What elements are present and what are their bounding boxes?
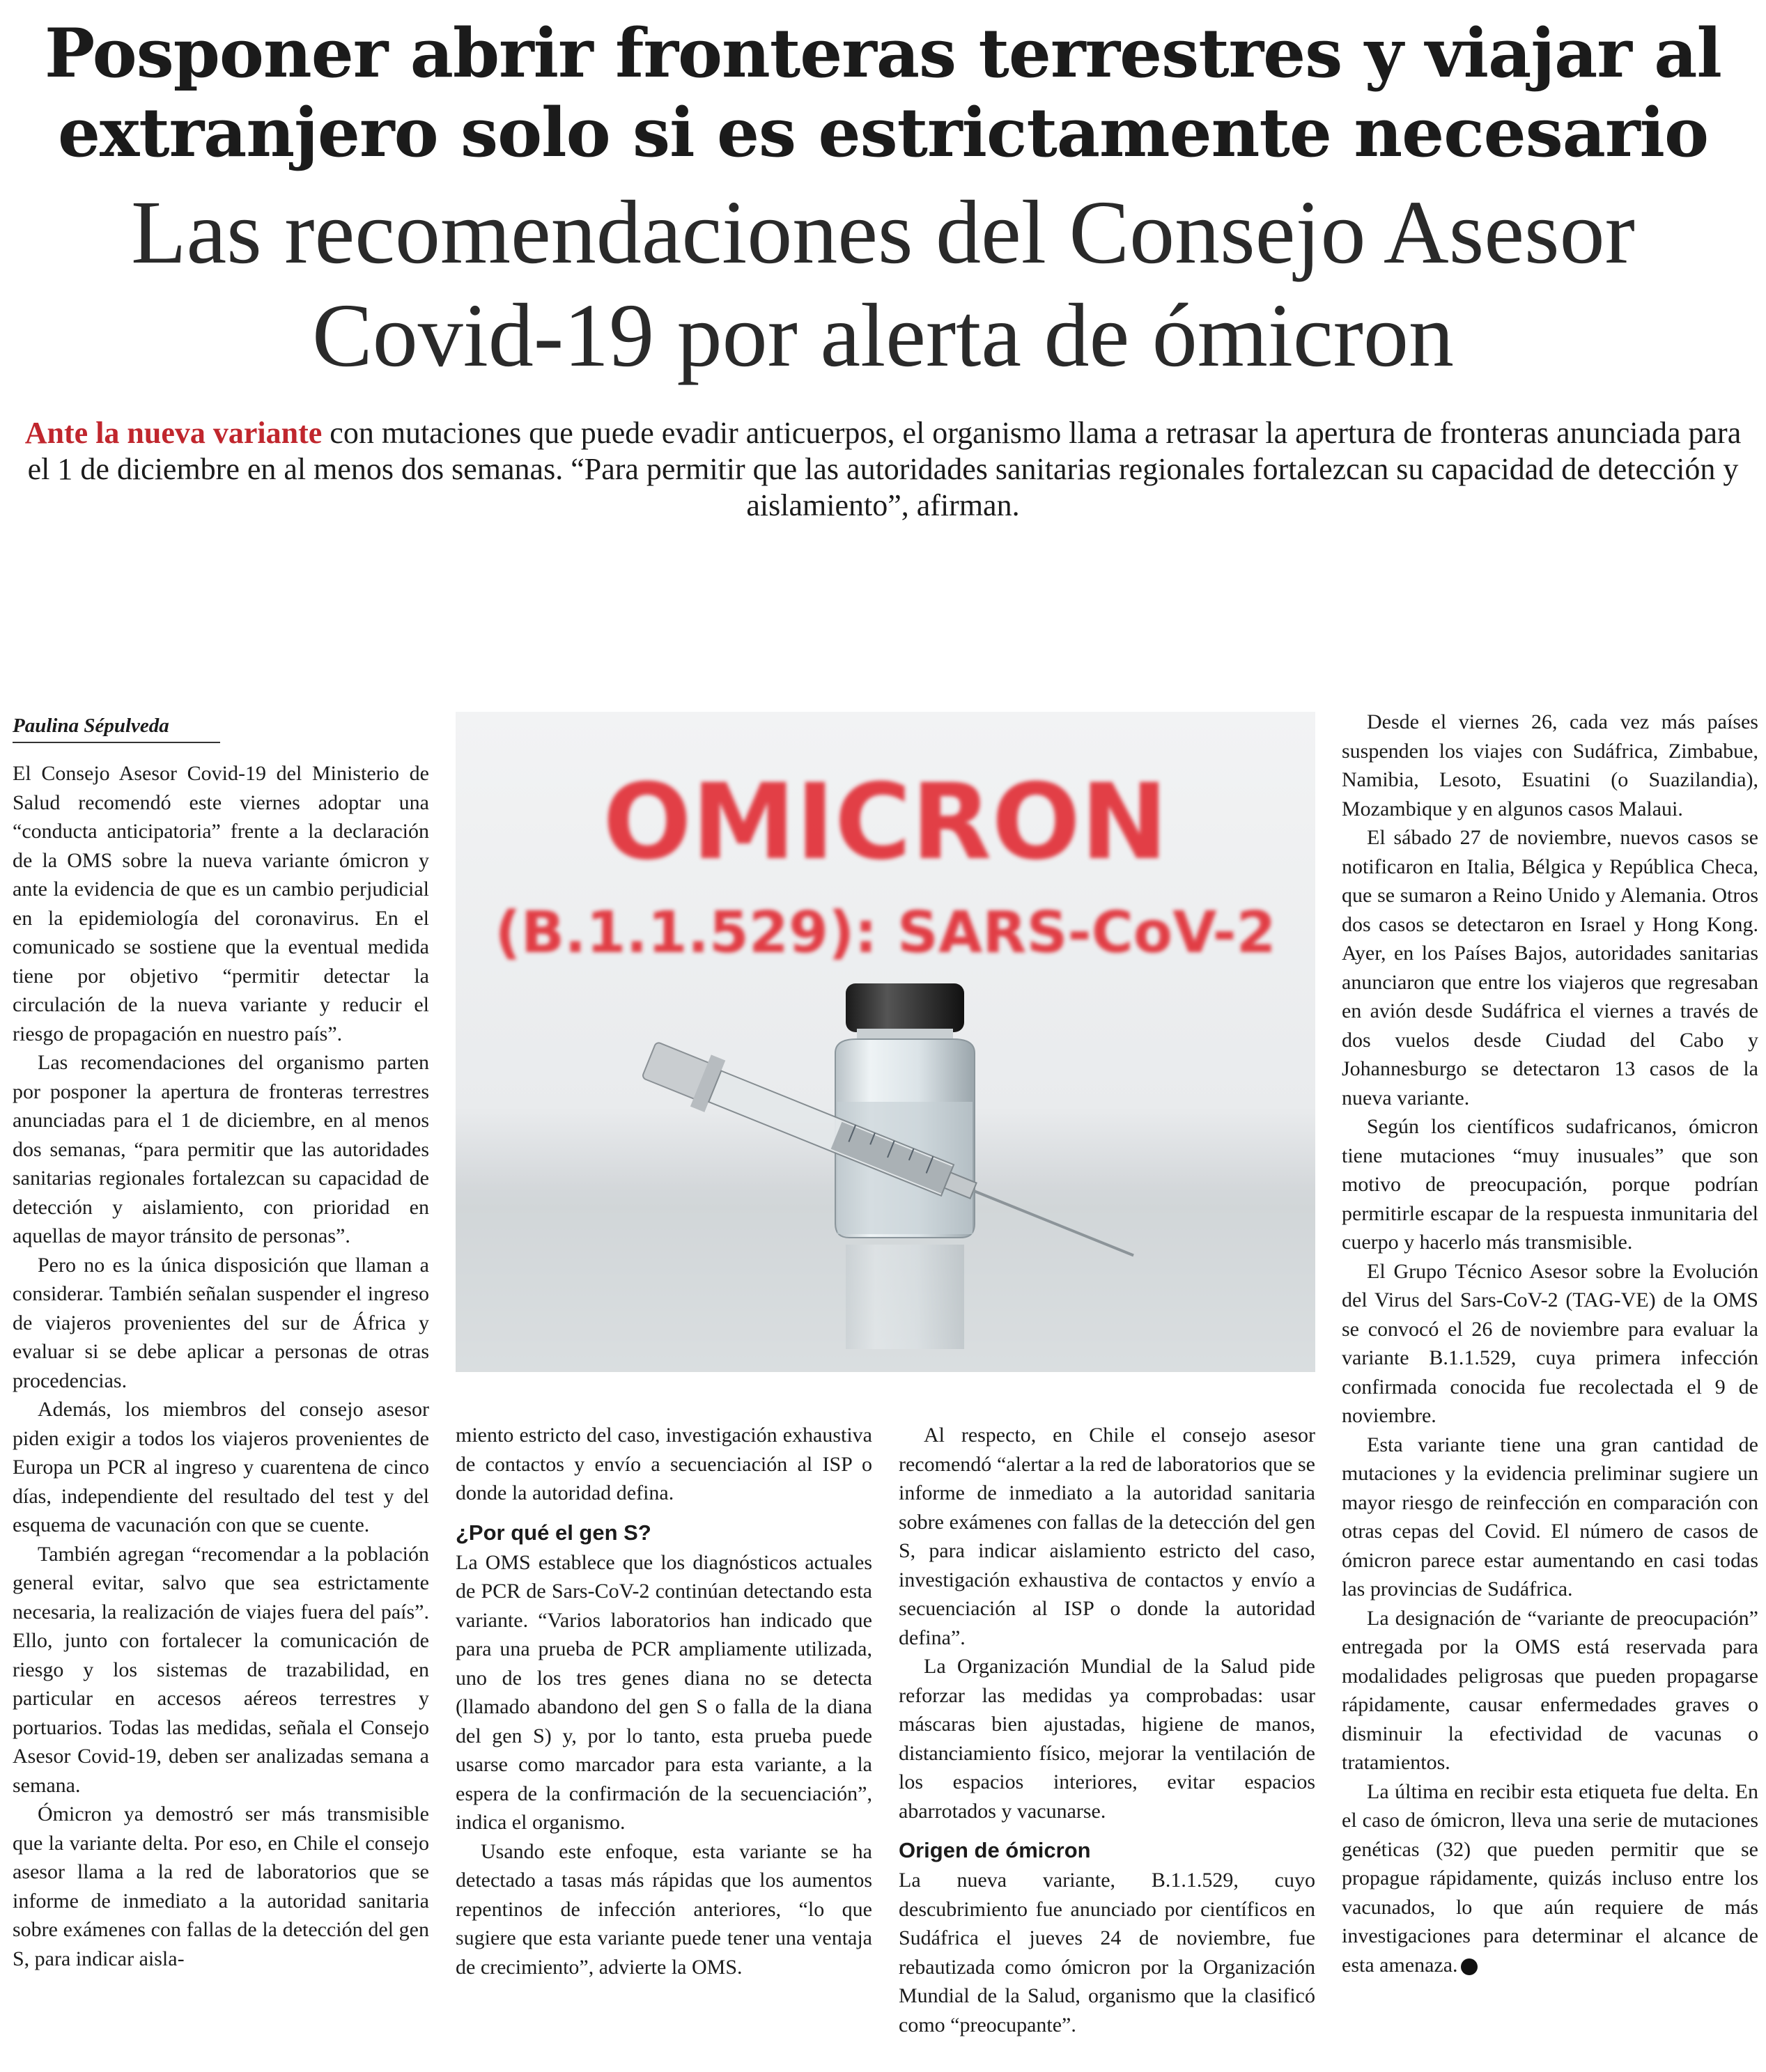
paragraph: Las recomendaciones del organismo parten por posponer la apertura de fronteras terrestres anunciadas para el 1 de diciembre, en al menos dos semanas, “para permitir que las autoridades sanitarias regionales fortalezcan su capacidad de detección y aislamiento, con prioridad en aquellas de mayor tránsito de personas”.	[13, 1051, 429, 1247]
paragraph: La designación de “variante de preocupación” entregada por la OMS está reservada para modalidades peligrosas que pueden propagarse rápidamente, causar enfermedades graves o disminuir la efectividad de vacunas o tratamientos.	[1342, 1606, 1758, 1774]
paragraph-text: La última en recibir esta etiqueta fue delta. En el caso de ómicron, lleva una serie de mutaciones genéticas (32) que pueden permitir que se propague rápidamente, quizás incluso entre los vacunados, lo que aún requiere de más investigaciones para determinar el alcance de esta amenaza.	[1342, 1779, 1758, 1977]
photo-title-omicron: OMICRON	[603, 762, 1168, 883]
paragraph	[1342, 1777, 1758, 1980]
section-heading-gen-s: ¿Por qué el gen S?	[456, 1520, 651, 1545]
paragraph: Esta variante tiene una gran cantidad de mutaciones y la evidencia preliminar sugiere un mayor riesgo de reinfección en comparación con otras cepas del Covid. El número de casos de ómicron parece estar aumentando en casi todas las provincias de Sudáfrica.	[1342, 1433, 1758, 1600]
paragraph: La Organización Mundial de la Salud pide reforzar las medidas ya comprobadas: usar máscaras bien ajustadas, higiene de manos, distanciamiento físico, mejorar la ventilación de los espacios interiores, evitar espacios abarrotados y vacunarse.	[899, 1655, 1315, 1823]
paragraph: Desde el viernes 26, cada vez más países suspenden los viajes con Sudáfrica, Zimbabue, Namibia, Lesoto, Esuatini (o Suazilandia), Mozambique y en algunos casos Malaui.	[1342, 710, 1758, 820]
body-column-2	[456, 1421, 872, 1981]
paragraph: También agregan “recomendar a la población general evitar, salvo que sea estrictamente necesaria, la realización de viajes fuera del país”. Ello, junto con fortalecer la comunicación de riesgo y los sistemas de trazabilidad, en particular en accesos aéreos terrestres y portuarios. Todas las medidas, señala el Consejo Asesor Covid-19, deben ser analizadas semana a semana.	[13, 1542, 429, 1797]
photo-title-variant: (B.1.1.529): SARS-CoV-2	[495, 900, 1276, 966]
lead-text: con mutaciones que puede evadir anticuerpos, el organismo llama a retrasar la apertura de fronteras anunciada para el 1 de diciembre en al menos dos semanas. “Para permitir que las autoridades sanitarias regionales fortalezcan su capacidad de detección y aislamiento”, afirman.	[27, 416, 1742, 522]
paragraph: La nueva variante, B.1.1.529, cuyo descubrimiento fue anunciado por científicos en Sudáfrica el jueves 24 de noviembre, fue rebautizada como ómicron por la Organización Mundial de la Salud, organismo que la clasificó como “preocupante”.	[899, 1869, 1315, 2036]
paragraph: Según los científicos sudafricanos, ómicron tiene mutaciones “muy inusuales” que son motivo de preocupación, porque podrían permitirle escapar de la respuesta inmunitaria del cuerpo y hacerlo más transmisible.	[1342, 1115, 1758, 1254]
lead-kicker: Ante la nueva variante	[24, 416, 323, 450]
paragraph: miento estricto del caso, investigación exhaustiva de contactos y envío a secuenciación al ISP o donde la autoridad defina.	[456, 1424, 872, 1504]
byline: Paulina Sépulveda	[13, 715, 220, 743]
paragraph: El Consejo Asesor Covid-19 del Ministerio de Salud recomendó este viernes adoptar una “conducta anticipatoria” frente a la declaración de la OMS sobre la nueva variante ómicron y ante la evidencia de que es un cambio perjudicial en la epidemiología del coronavirus. En el comunicado se sostiene que la eventual medida tiene por objetivo “permitir detectar la circulación de la nueva variante y reducir el riesgo de propagación en nuestro país”.	[13, 762, 429, 1045]
omicron-vial-syringe-photo	[456, 712, 1315, 1372]
paragraph: Ómicron ya demostró ser más transmisible que la variante delta. Por eso, en Chile el consejo asesor llama a la red de laboratorios que se informe de inmediato a la autoridad sanitaria sobre exámenes con fallas de la detección del gen S, para indicar aisla-	[13, 1802, 429, 1970]
body-column-1	[13, 759, 429, 1973]
paragraph: Usando este enfoque, esta variante se ha detectado a tasas más rápidas que los aumentos repentinos de infección anteriores, “lo que sugiere que esta variante puede tener una ventaja de crecimiento”, advierte la OMS.	[456, 1839, 872, 1979]
section-heading-origen: Origen de ómicron	[899, 1838, 1091, 1862]
headline: Posponer abrir fronteras terrestres y viajar al extranjero solo si es estrictamente necesario	[45, 14, 1721, 172]
lead-paragraph	[14, 415, 1752, 524]
paragraph: Además, los miembros del consejo asesor piden exigir a todos los viajeros provenientes de Europa un PCR al ingreso y cuarentena de cinco días, independiente del resultado del test y del esquema de vacunación con que se cuente.	[13, 1398, 429, 1536]
paragraph: Al respecto, en Chile el consejo asesor recomendó “alertar a la red de laboratorios que se informe de inmediato a la autoridad sanitaria sobre exámenes con fallas de la detección del gen S, para indicar aislamiento estricto del caso, investigación exhaustiva de contactos y envío a secuenciación al ISP o donde la autoridad defina”.	[899, 1424, 1315, 1649]
subheadline: Las recomendaciones del Consejo Asesor Covid-19 por alerta de ómicron	[131, 182, 1635, 386]
paragraph: Pero no es la única disposición que llaman a considerar. También señalan suspender el ingreso de viajeros provenientes del sur de África y evaluar si se debe aplicar a personas de otras procedencias.	[13, 1253, 429, 1392]
photo-illustration	[456, 712, 1315, 1372]
paragraph: El Grupo Técnico Asesor sobre la Evolución del Virus del Sars-CoV-2 (TAG-VE) de la OMS se convocó el 26 de noviembre para evaluar la variante B.1.1.529, cuya primera infección confirmada conocida fue recolectada el 9 de noviembre.	[1342, 1259, 1758, 1427]
end-mark-icon	[1461, 1958, 1478, 1975]
body-column-4	[1342, 708, 1758, 1979]
body-column-3	[899, 1421, 1315, 2039]
paragraph: El sábado 27 de noviembre, nuevos casos se notificaron en Italia, Bélgica y República Checa, que se sumaron a Reino Unido y Alemania. Otros dos casos se detectaron en Israel y Hong Kong. Ayer, en los Países Bajos, autoridades sanitarias anunciaron que entre los viajeros que regresaban en avión desde Sudáfrica el viernes a través de dos vuelos desde Ciudad del Cabo y Johannesburgo se detectaron 13 casos de la nueva variante.	[1342, 826, 1758, 1109]
paragraph: La OMS establece que los diagnósticos actuales de PCR de Sars-CoV-2 continúan detectando esta variante. “Varios laboratorios han indicado que para una prueba de PCR ampliamente utilizada, uno de los tres genes diana no se detecta (llamado abandono del gen S o falla de la diana del gen S) y, por lo tanto, esta prueba puede usarse como marcador para esta variante, a la espera de la confirmación de la secuenciación”, indica el organismo.	[456, 1550, 872, 1834]
